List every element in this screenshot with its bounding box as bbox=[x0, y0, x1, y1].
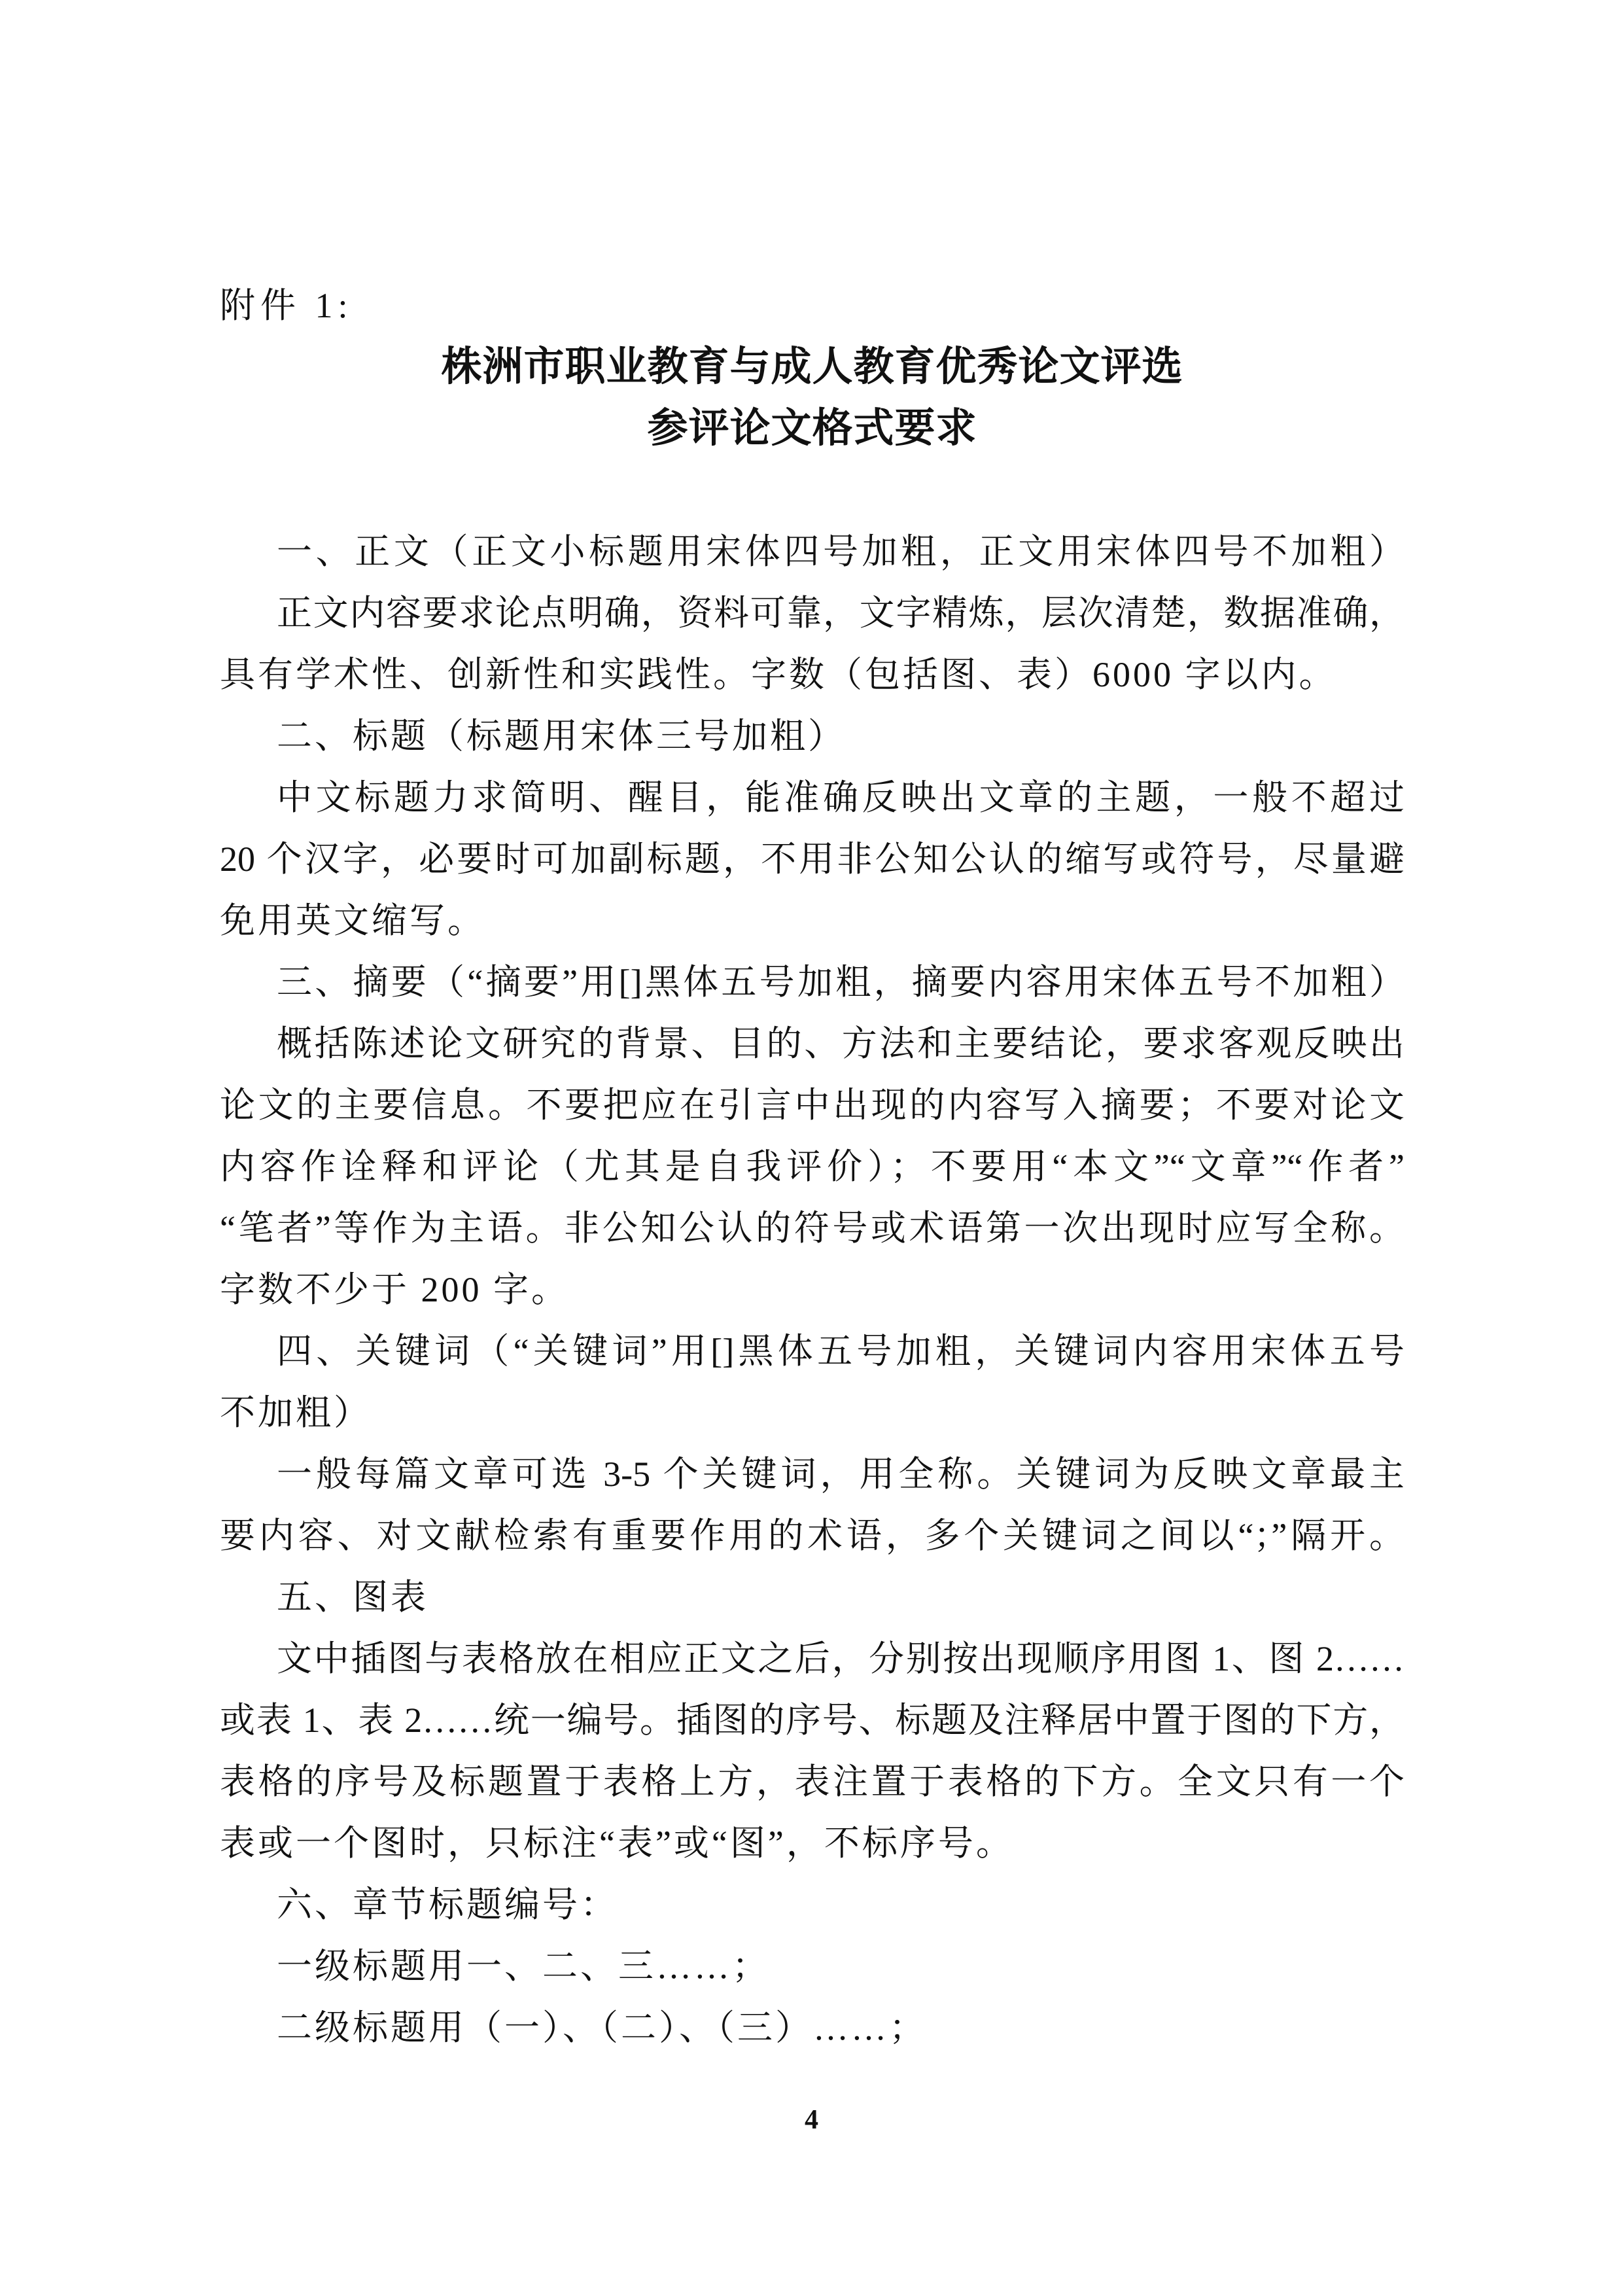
page-number: 4 bbox=[805, 2105, 818, 2135]
document-title-line2: 参评论文格式要求 bbox=[647, 406, 977, 451]
blank-line bbox=[220, 459, 1405, 521]
text-line: 不加粗） bbox=[220, 1393, 372, 1432]
text-line: 五、图表 bbox=[277, 1578, 428, 1617]
text-line: 二级标题用（一）、（二）、（三）……； bbox=[277, 2008, 927, 2047]
text-line: 内容作诠释和评论（尤其是自我评价）；不要用“本文”“文章”“作者” bbox=[220, 1147, 1405, 1186]
text-line: 二、标题（标题用宋体三号加粗） bbox=[277, 716, 846, 756]
text-line: 要内容、对文献检索有重要作用的术语，多个关键词之间以“；”隔开。 bbox=[220, 1516, 1405, 1555]
text-line: 一般每篇文章可选 3-5 个关键词，用全称。关键词为反映文章最主 bbox=[277, 1455, 1405, 1494]
text-line: 论文的主要信息。不要把应在引言中出现的内容写入摘要；不要对论文 bbox=[220, 1086, 1405, 1125]
text-line: 表格的序号及标题置于表格上方，表注置于表格的下方。全文只有一个 bbox=[220, 1762, 1405, 1801]
text-line: 表或一个图时，只标注“表”或“图”，不标序号。 bbox=[220, 1824, 1014, 1863]
document-content bbox=[220, 275, 1405, 2058]
text-line: 或表 1、表 2……统一编号。插图的序号、标题及注释居中置于图的下方， bbox=[220, 1701, 1405, 1740]
text-line: 字数不少于 200 字。 bbox=[220, 1270, 569, 1309]
text-line: 六、章节标题编号： bbox=[277, 1885, 618, 1924]
text-line: 中文标题力求简明、醒目，能准确反映出文章的主题，一般不超过 bbox=[277, 778, 1405, 817]
text-line: “笔者”等作为主语。非公知公认的符号或术语第一次出现时应写全称。 bbox=[220, 1209, 1405, 1248]
text-line: 一级标题用一、二、三……； bbox=[277, 1947, 770, 1986]
attachment-label: 附件 1: bbox=[220, 286, 353, 325]
text-line: 正文内容要求论点明确，资料可靠，文字精炼，层次清楚，数据准确， bbox=[277, 593, 1405, 633]
text-line: 具有学术性、创新性和实践性。字数（包括图、表）6000 字以内。 bbox=[220, 655, 1337, 694]
text-line: 一、正文（正文小标题用宋体四号加粗，正文用宋体四号不加粗） bbox=[277, 532, 1405, 571]
text-line: 四、关键词（“关键词”用[]黑体五号加粗，关键词内容用宋体五号 bbox=[277, 1332, 1405, 1371]
text-line: 文中插图与表格放在相应正文之后，分别按出现顺序用图 1、图 2…… bbox=[277, 1639, 1405, 1678]
document-title-line1: 株洲市职业教育与成人教育优秀论文评选 bbox=[441, 345, 1183, 389]
text-line: 免用英文缩写。 bbox=[220, 901, 485, 940]
text-line: 三、摘要（“摘要”用[]黑体五号加粗，摘要内容用宋体五号不加粗） bbox=[277, 963, 1405, 1002]
text-line: 20 个汉字，必要时可加副标题，不用非公知公认的缩写或符号，尽量避 bbox=[220, 839, 1405, 879]
text-line: 概括陈述论文研究的背景、目的、方法和主要结论，要求客观反映出 bbox=[277, 1024, 1405, 1063]
document-body bbox=[220, 521, 1405, 2058]
